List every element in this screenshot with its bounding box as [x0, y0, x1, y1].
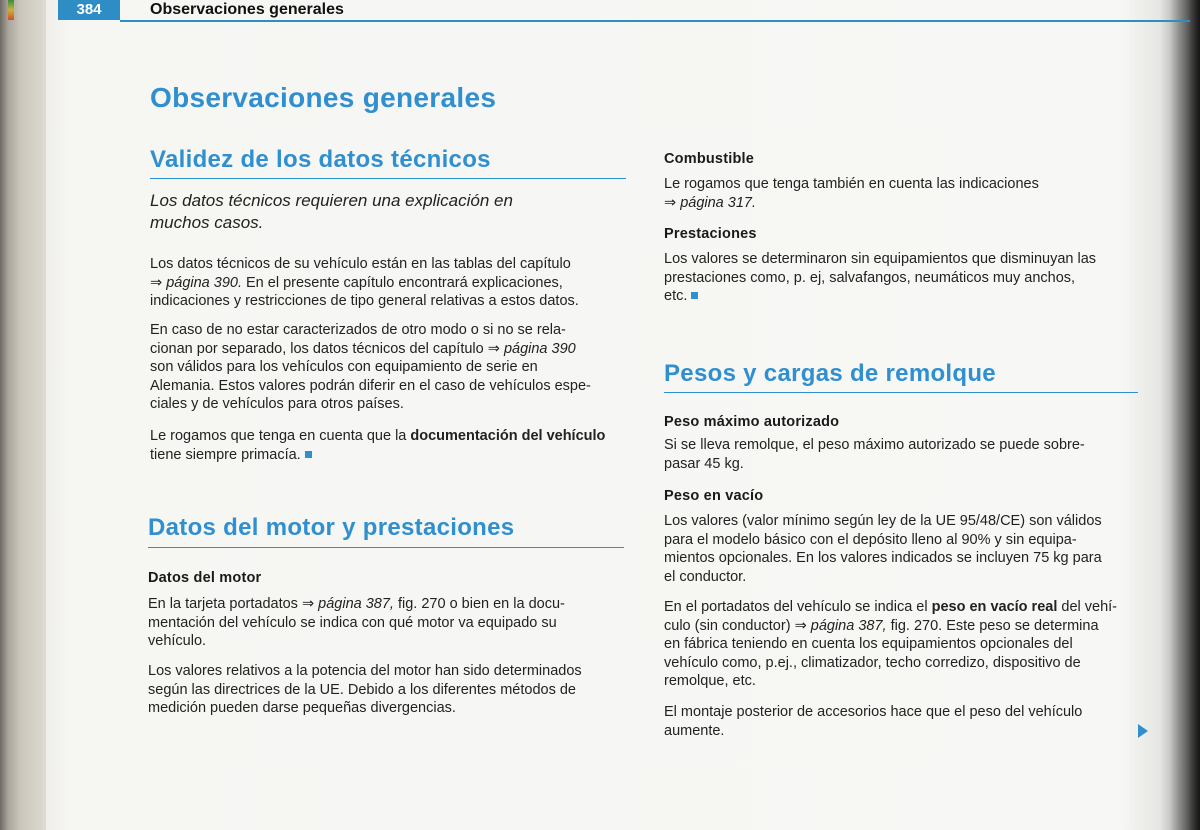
paragraph	[664, 175, 1144, 212]
page-reference[interactable]: página 390.	[166, 274, 242, 291]
paragraph	[150, 255, 630, 311]
text-line: indicaciones y restricciones de tipo general relativas a estos datos.	[150, 293, 579, 309]
subheading-prestaciones: Prestaciones	[664, 226, 757, 242]
text-line: para el modelo básico con el depósito lleno al 90% y sin equipa-	[664, 531, 1077, 548]
page-reference[interactable]: página 390	[503, 340, 576, 357]
text-line: el conductor.	[664, 568, 747, 585]
page-reference[interactable]: página 317.	[680, 194, 756, 211]
running-title: Observaciones generales	[150, 1, 344, 18]
continue-arrow-icon[interactable]	[1138, 724, 1148, 738]
text-line: ciales y de vehículos para otros países.	[150, 396, 404, 412]
subheading-peso-vacio: Peso en vacío	[664, 488, 764, 504]
paragraph	[664, 250, 1144, 306]
text-line: mentación del vehículo se indica con qué motor va equipado su	[148, 614, 557, 631]
ref-arrow: ⇒	[664, 194, 677, 211]
page-number: 384	[58, 0, 120, 20]
text-line: En la tarjeta portadatos ⇒ página 387, fig. 270 o bien en la docu-	[148, 596, 565, 612]
text-line: En el portadatos del vehículo se indica el peso en vacío real del vehí-	[664, 599, 1118, 615]
text-line	[664, 194, 1144, 213]
page-edge-shadow	[1170, 0, 1200, 830]
text-line: Si se lleva remolque, el peso máximo autorizado se puede sobre-	[664, 437, 1085, 453]
ref-arrow: ⇒	[487, 340, 500, 357]
text-line: El montaje posterior de accesorios hace que el peso del vehículo	[664, 704, 1083, 720]
subheading-datos-motor: Datos del motor	[148, 570, 262, 586]
paragraph	[148, 595, 628, 651]
text-line: en fábrica teniendo en cuenta los equipamientos opcionales del	[664, 636, 1073, 652]
bold-term: documentación del vehículo	[410, 428, 606, 444]
ref-arrow: ⇒	[150, 274, 163, 291]
text-line: Los valores (valor mínimo según ley de la UE 95/48/CE) son válidos	[664, 513, 1102, 529]
section-heading-motor: Datos del motor y prestaciones	[148, 514, 515, 541]
text-line: culo (sin conductor) ⇒ página 387, fig. 270. Este peso se determina	[664, 617, 1099, 634]
subheading-combustible: Combustible	[664, 151, 755, 167]
paragraph	[664, 512, 1144, 586]
text-line: mientos opcionales. En los valores indicados se incluyen 75 kg para	[664, 550, 1102, 566]
text-line: remolque, etc.	[664, 673, 756, 689]
text-line: cionan por separado, los datos técnicos del capítulo ⇒ página 390	[150, 340, 576, 357]
book-spine	[0, 0, 46, 830]
page-reference[interactable]: página 387,	[318, 596, 394, 612]
text-line: Alemania. Estos valores podrán diferir en el caso de vehículos espe-	[150, 377, 591, 394]
page-reference[interactable]: página 387,	[810, 617, 887, 634]
lead-line: muchos casos.	[150, 213, 264, 232]
end-square-icon	[691, 292, 698, 299]
section-heading-pesos: Pesos y cargas de remolque	[664, 360, 996, 387]
paragraph	[664, 703, 1144, 740]
text-line: En caso de no estar caracterizados de otro modo o si no se rela-	[150, 322, 566, 338]
text-line: vehículo como, p.ej., climatizador, techo corredizo, dispositivo de	[664, 654, 1081, 671]
color-mark	[8, 0, 14, 20]
text-line: Los valores relativos a la potencia del motor han sido determinados	[148, 663, 582, 679]
section-rule	[148, 547, 624, 548]
ref-arrow: ⇒	[301, 596, 315, 612]
lead-line: Los datos técnicos requieren una explicación en	[150, 191, 513, 210]
lead-text	[150, 190, 620, 234]
text-line: aumente.	[664, 722, 725, 739]
paragraph	[664, 598, 1144, 691]
section-heading-validez: Validez de los datos técnicos	[150, 146, 491, 173]
paragraph	[150, 427, 630, 464]
ref-arrow: ⇒	[794, 617, 807, 634]
page-title: Observaciones generales	[150, 82, 497, 113]
text-line: pasar 45 kg.	[664, 455, 744, 472]
subheading-peso-maximo: Peso máximo autorizado	[664, 414, 840, 430]
paragraph	[148, 662, 628, 718]
paragraph	[150, 321, 630, 414]
end-square-icon	[305, 451, 312, 458]
section-rule	[664, 392, 1138, 393]
text-line: etc.	[664, 287, 1144, 306]
text-line: ⇒ página 390. En el presente capítulo encontrará explicaciones,	[150, 274, 563, 291]
text-line: vehículo.	[148, 633, 207, 649]
text-line: Los valores se determinaron sin equipamientos que disminuyan las	[664, 251, 1097, 267]
text-line: son válidos para los vehículos con equipamiento de serie en	[150, 359, 538, 375]
header-rule	[120, 20, 1190, 22]
text-line: medición pueden darse pequeñas divergencias.	[148, 700, 456, 716]
text-line: prestaciones como, p. ej, salvafangos, neumáticos muy anchos,	[664, 269, 1076, 286]
bold-term: peso en vacío real	[931, 599, 1058, 615]
text-line: Los datos técnicos de su vehículo están en las tablas del capítulo	[150, 256, 571, 272]
text-line: Le rogamos que tenga en cuenta que la documentación del vehículo	[150, 428, 606, 444]
text-line: según las directrices de la UE. Debido a los diferentes métodos de	[148, 681, 576, 698]
text-line: Le rogamos que tenga también en cuenta las indicaciones	[664, 176, 1039, 192]
paragraph	[664, 436, 1144, 473]
section-rule	[150, 178, 626, 179]
text-line: tiene siempre primacía.	[150, 446, 630, 465]
